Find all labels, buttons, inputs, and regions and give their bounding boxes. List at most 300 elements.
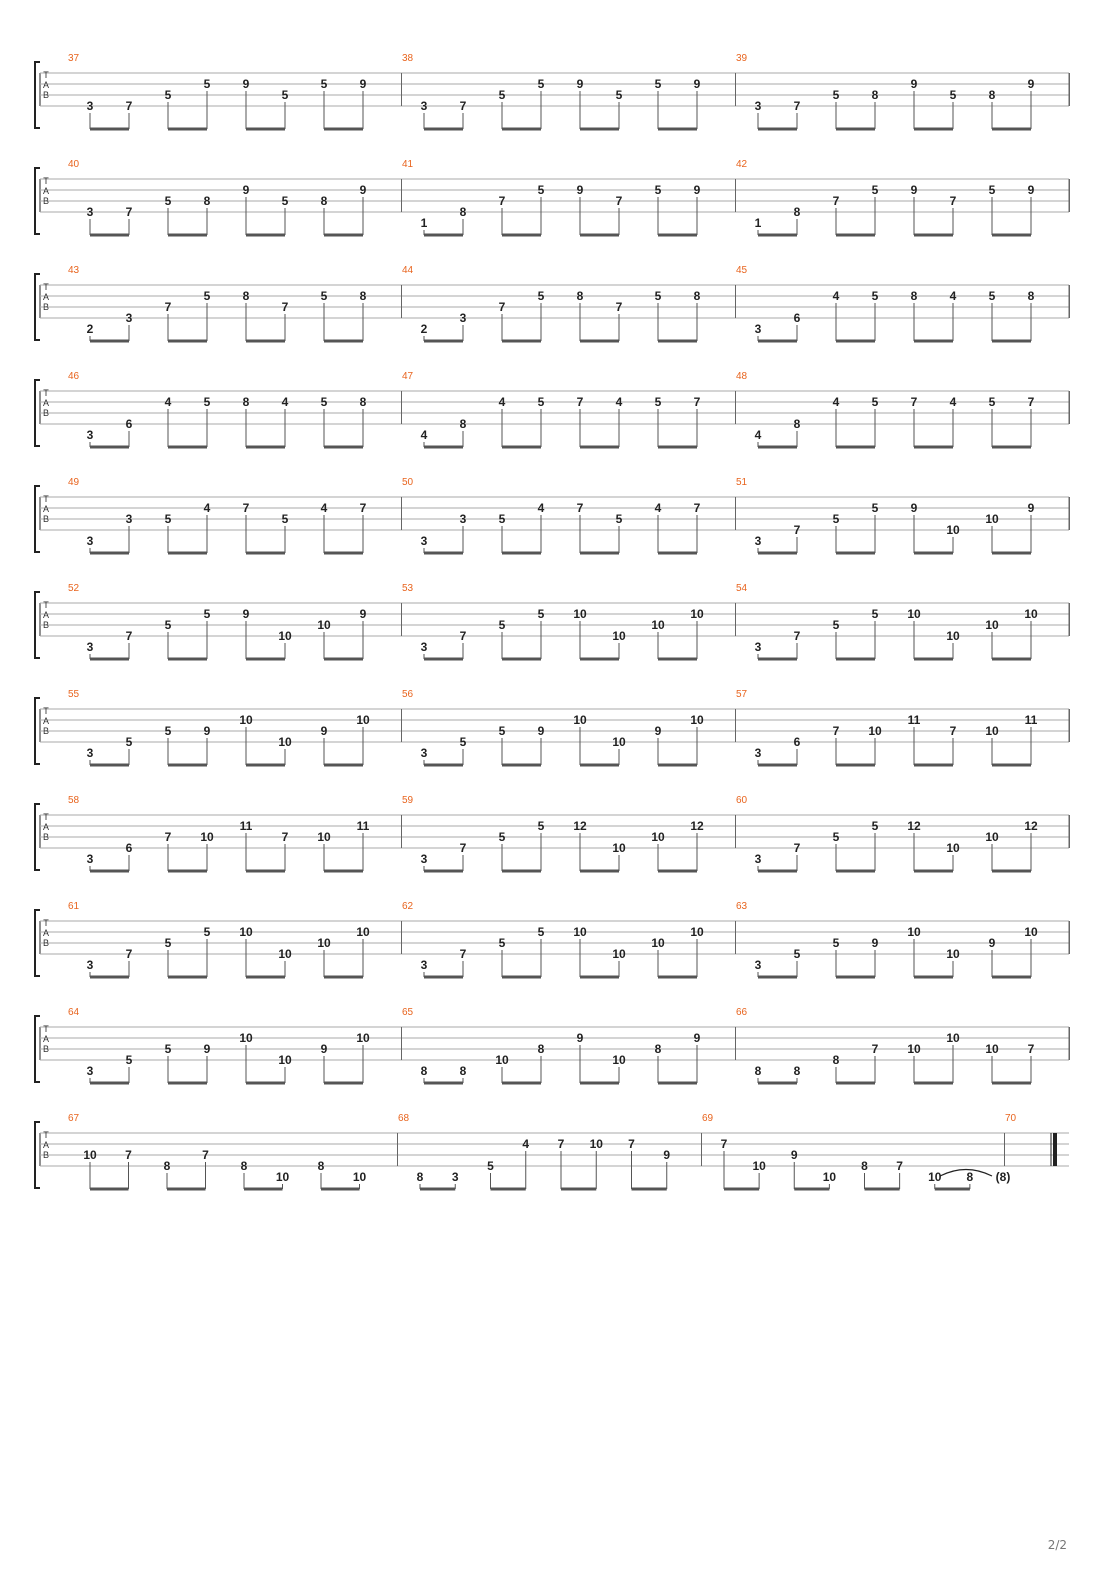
tab-note: 4 [949,289,957,303]
tab-clef-letter: A [42,716,50,726]
tab-note: 5 [281,88,289,102]
measure-number: 60 [736,795,748,806]
tab-note: 7 [910,395,918,409]
tab-note: 5 [949,88,957,102]
tab-note: 5 [537,183,545,197]
tab-note: 8 [910,289,918,303]
measure-number: 62 [402,901,414,912]
tab-note: 9 [663,1148,671,1162]
tab-note: 7 [832,724,840,738]
tab-clef-letter: T [43,176,49,186]
tab-note: 4 [949,395,957,409]
tab-note: 10 [612,629,626,643]
tab-note: 11 [1024,713,1038,727]
tab-note: 5 [871,819,879,833]
tab-clef-letter: A [42,1034,50,1044]
system-bracket [35,1016,40,1082]
tab-clef-letter: B [42,938,50,948]
tab-note: 11 [356,819,370,833]
staff-system [35,1007,1070,1083]
tab-note: 10 [612,735,626,749]
tab-note: 9 [242,77,250,91]
tab-note: 3 [86,534,94,548]
tab-note: 10 [356,713,370,727]
tab-note: 3 [420,640,428,654]
tab-note: 8 [420,1064,428,1078]
system-bracket [35,1122,40,1188]
tab-note: 10 [985,618,999,632]
measure-number: 53 [402,583,414,594]
tab-note: 5 [871,395,879,409]
tab-note: 3 [754,852,762,866]
tab-note: 3 [86,99,94,113]
tab-note: 10 [239,1031,253,1045]
tab-clef-letter: B [42,196,50,206]
tab-note: 8 [693,289,701,303]
tab-note: 3 [86,1064,94,1078]
system-bracket [35,380,40,446]
tab-note: 7 [125,1148,132,1162]
tab-note: 4 [320,501,328,515]
tab-note: 7 [615,194,623,208]
system-bracket [35,910,40,976]
tab-note: 5 [203,607,211,621]
tab-note: 5 [654,183,662,197]
tab-note: 4 [537,501,545,515]
tab-note: 7 [125,947,133,961]
tab-note: 10 [868,724,882,738]
tab-note: 7 [628,1137,635,1151]
tab-note: 10 [612,841,626,855]
tab-note: 4 [164,395,172,409]
tab-note: 5 [537,77,545,91]
tab-note: 3 [754,99,762,113]
tab-note: 7 [1027,1042,1035,1056]
tab-note: 3 [420,958,428,972]
measure-number: 66 [736,1007,748,1018]
tab-clef-letter: A [42,398,50,408]
tab-note: 5 [203,395,211,409]
tab-note: 8 [359,395,367,409]
tab-note: 3 [125,512,133,526]
tab-note: 7 [459,629,467,643]
tab-note: 10 [907,925,921,939]
tab-note: 6 [125,841,133,855]
tab-note: 8 [459,205,467,219]
tab-clef-letter: T [43,600,49,610]
tab-note: 10 [907,1042,921,1056]
tab-note: 5 [203,289,211,303]
measure-number: 59 [402,795,414,806]
tab-note: 5 [498,724,506,738]
tab-note: 7 [793,99,801,113]
tab-note: 5 [498,830,506,844]
tab-clef-letter: B [42,832,50,842]
tab-clef-letter: B [42,726,50,736]
tab-note: 10 [356,925,370,939]
tab-note: 10 [573,607,587,621]
tab-note: 9 [693,183,701,197]
tab-note: 5 [832,830,840,844]
tab-note: 10 [317,936,331,950]
tab-note: (8) [995,1170,1011,1184]
tab-note: 3 [754,746,762,760]
tab-note: 3 [86,428,94,442]
tab-note: 9 [790,1148,798,1162]
staff-system [35,159,1070,235]
tab-note: 11 [239,819,253,833]
tab-note: 9 [1027,501,1035,515]
tab-note: 4 [832,395,840,409]
tab-note: 5 [871,607,879,621]
measure-number: 64 [68,1007,80,1018]
tab-note: 10 [752,1159,766,1173]
measure-number: 65 [402,1007,414,1018]
tab-note: 3 [459,311,467,325]
tab-clef-letter: B [42,1150,50,1160]
tab-note: 3 [754,534,762,548]
tab-note: 5 [615,512,623,526]
tab-note: 7 [832,194,840,208]
measure-number: 63 [736,901,748,912]
tab-clef-letter: B [42,90,50,100]
tab-note: 5 [164,618,172,632]
measure-number: 46 [68,371,80,382]
measure-number: 38 [402,53,414,64]
tab-note: 5 [164,724,172,738]
tab-clef-letter: T [43,282,49,292]
tab-note: 12 [573,819,587,833]
tab-note: 7 [615,300,623,314]
tab-note: 9 [693,1031,701,1045]
tab-note: 8 [416,1170,424,1184]
tab-note: 5 [654,395,662,409]
tab-note: 5 [164,512,172,526]
staff-system [35,583,1070,659]
tab-note: 5 [281,194,289,208]
tab-note: 5 [654,77,662,91]
tab-note: 5 [498,512,506,526]
tab-note: 9 [203,1042,211,1056]
measure-number: 56 [402,689,414,700]
system-bracket [35,804,40,870]
tab-note: 3 [420,852,428,866]
tab-note: 10 [612,947,626,961]
tab-note: 5 [320,77,328,91]
tab-clef-letter: A [42,186,50,196]
tab-note: 8 [163,1159,171,1173]
tab-note: 10 [200,830,214,844]
tab-note: 7 [164,300,172,314]
tab-note: 7 [459,841,467,855]
tab-clef-letter: B [42,514,50,524]
tab-clef-letter: A [42,1140,50,1150]
tab-note: 5 [203,77,211,91]
measure-number: 58 [68,795,80,806]
tab-clef-letter: A [42,80,50,90]
tab-clef-letter: T [43,70,49,80]
tab-note: 10 [356,1031,370,1045]
tab-note: 12 [1024,819,1038,833]
tab-note: 2 [86,322,94,336]
tab-note: 9 [654,724,662,738]
measure-number: 57 [736,689,748,700]
staff-system [35,1113,1069,1189]
tab-note: 10 [690,925,704,939]
measure-number: 69 [702,1113,714,1124]
tab-note: 3 [86,205,94,219]
tab-note: 9 [242,183,250,197]
tab-clef-letter: T [43,1130,49,1140]
tab-note: 7 [720,1137,728,1151]
tab-note: 10 [573,713,587,727]
tab-note: 7 [693,501,701,515]
system-bracket [35,592,40,658]
tab-note: 7 [576,395,584,409]
tab-note: 9 [320,724,328,738]
tab-note: 10 [985,724,999,738]
measure-number: 67 [68,1113,80,1124]
measure-number: 52 [68,583,80,594]
tab-note: 9 [576,77,584,91]
tab-note: 5 [125,735,133,749]
tab-note: 9 [359,183,367,197]
tab-note: 10 [495,1053,509,1067]
tab-note: 10 [278,735,292,749]
tab-clef-letter: T [43,1024,49,1034]
tab-note: 8 [966,1170,974,1184]
tab-note: 7 [576,501,584,515]
tab-note: 7 [459,947,467,961]
tab-note: 5 [498,936,506,950]
tab-note: 7 [281,300,289,314]
tab-note: 7 [949,194,957,208]
staff-system [35,477,1070,553]
tab-note: 7 [793,629,801,643]
tab-note: 7 [164,830,172,844]
measure-number: 49 [68,477,80,488]
tab-note: 7 [498,300,506,314]
tab-note: 8 [537,1042,545,1056]
tab-note: 6 [125,417,133,431]
tab-note: 7 [1027,395,1035,409]
tab-note: 1 [420,216,428,230]
tab-note: 9 [576,1031,584,1045]
tab-note: 8 [1027,289,1035,303]
tab-note: 5 [832,936,840,950]
tab-note: 10 [83,1148,97,1162]
tab-note: 7 [793,841,801,855]
tab-note: 7 [202,1148,209,1162]
tab-note: 6 [793,311,801,325]
tab-note: 8 [871,88,879,102]
measure-number: 40 [68,159,80,170]
tab-note: 10 [946,523,960,537]
staff-system [35,795,1070,871]
tab-note: 8 [359,289,367,303]
tab-note: 7 [693,395,701,409]
tab-note: 9 [910,77,918,91]
tab-note: 5 [832,88,840,102]
tab-note: 5 [498,618,506,632]
tab-note: 5 [164,936,172,950]
tab-clef-letter: B [42,408,50,418]
tab-note: 10 [239,925,253,939]
tab-note: 12 [907,819,921,833]
tab-note: 7 [359,501,367,515]
tab-note: 7 [793,523,801,537]
tab-note: 4 [281,395,289,409]
tab-note: 5 [281,512,289,526]
tab-note: 5 [164,1042,172,1056]
tab-note: 6 [793,735,801,749]
tab-note: 8 [793,417,801,431]
tab-note: 7 [125,629,133,643]
tab-note: 5 [988,289,996,303]
tab-note: 10 [352,1170,367,1184]
tab-note: 3 [754,322,762,336]
tab-note: 5 [320,395,328,409]
tab-note: 7 [896,1159,903,1173]
tab-note: 9 [537,724,545,738]
tab-note: 4 [498,395,506,409]
tab-note: 8 [654,1042,662,1056]
tab-note: 5 [832,618,840,632]
tab-note: 5 [988,183,996,197]
tab-note: 10 [612,1053,626,1067]
tab-note: 12 [690,819,704,833]
tab-note: 10 [278,1053,292,1067]
tab-note: 9 [203,724,211,738]
tab-note: 10 [946,947,960,961]
tab-note: 9 [1027,183,1035,197]
tab-clef-letter: A [42,822,50,832]
tab-note: 10 [651,936,665,950]
tab-note: 10 [239,713,253,727]
tab-note: 11 [907,713,921,727]
tab-clef-letter: T [43,388,49,398]
system-bracket [35,62,40,128]
measure-number: 54 [736,583,748,594]
measure-number: 47 [402,371,414,382]
tab-note: 5 [459,735,467,749]
tab-note: 8 [203,194,211,208]
tab-note: 9 [242,607,250,621]
tab-note: 5 [498,88,506,102]
tab-note: 4 [420,428,428,442]
tab-note: 4 [654,501,662,515]
tab-note: 8 [576,289,584,303]
tab-note: 8 [242,395,250,409]
tab-note: 4 [615,395,623,409]
tab-note: 10 [278,947,292,961]
tab-note: 10 [822,1170,837,1184]
tab-note: 2 [420,322,428,336]
tab-note: 10 [946,1031,960,1045]
tab-note: 4 [754,428,762,442]
measure-number: 50 [402,477,414,488]
tab-note: 9 [359,607,367,621]
tab-clef-letter: A [42,928,50,938]
tab-note: 10 [946,841,960,855]
tab-note: 3 [459,512,467,526]
tab-note: 3 [420,99,428,113]
tab-note: 5 [871,501,879,515]
tab-note: 10 [317,618,331,632]
tab-note: 10 [651,618,665,632]
tab-note: 7 [125,205,133,219]
tab-note: 10 [651,830,665,844]
measure-number: 45 [736,265,748,276]
system-bracket [35,486,40,552]
tab-clef-letter: A [42,292,50,302]
tab-note: 3 [754,958,762,972]
tab-note: 9 [693,77,701,91]
tab-note: 4 [203,501,211,515]
tab-note: 8 [242,289,250,303]
tab-note: 5 [203,925,211,939]
tab-note: 10 [589,1137,603,1151]
measure-number: 55 [68,689,80,700]
tab-note: 3 [86,640,94,654]
tab-note: 3 [86,958,94,972]
tab-note: 8 [861,1159,868,1173]
tab-note: 10 [278,629,292,643]
tab-note: 5 [615,88,623,102]
tab-note: 8 [459,1064,467,1078]
tab-clef-letter: T [43,706,49,716]
staff-system [35,689,1070,765]
tab-note: 7 [557,1137,565,1151]
tab-note: 7 [281,830,289,844]
staff-system [35,901,1070,977]
measure-number: 43 [68,265,80,276]
tab-note: 5 [988,395,996,409]
tab-clef-letter: B [42,620,50,630]
tab-note: 3 [86,746,94,760]
tab-clef-letter: T [43,494,49,504]
tab-note: 5 [537,607,545,621]
tab-note: 8 [793,1064,801,1078]
tab-note: 10 [573,925,587,939]
tab-note: 8 [832,1053,840,1067]
tab-note: 10 [985,512,999,526]
measure-number: 41 [402,159,414,170]
tab-note: 10 [1024,607,1038,621]
tab-note: 8 [459,417,467,431]
tab-note: 9 [871,936,879,950]
tab-note: 10 [985,1042,999,1056]
staff-system [35,371,1070,447]
tab-note: 8 [754,1064,762,1078]
tab-note: 9 [320,1042,328,1056]
system-bracket [35,698,40,764]
tab-note: 7 [459,99,467,113]
tab-note: 9 [988,936,996,950]
tab-note: 5 [793,947,801,961]
tab-note: 10 [928,1170,942,1184]
tab-note: 10 [985,830,999,844]
measure-number: 37 [68,53,80,64]
tab-note: 7 [242,501,250,515]
tab-note: 5 [871,183,879,197]
tab-note: 8 [793,205,801,219]
tab-note: 10 [690,713,704,727]
tab-note: 7 [125,99,133,113]
tab-note: 3 [754,640,762,654]
tab-note: 9 [910,501,918,515]
tab-note: 10 [275,1170,290,1184]
